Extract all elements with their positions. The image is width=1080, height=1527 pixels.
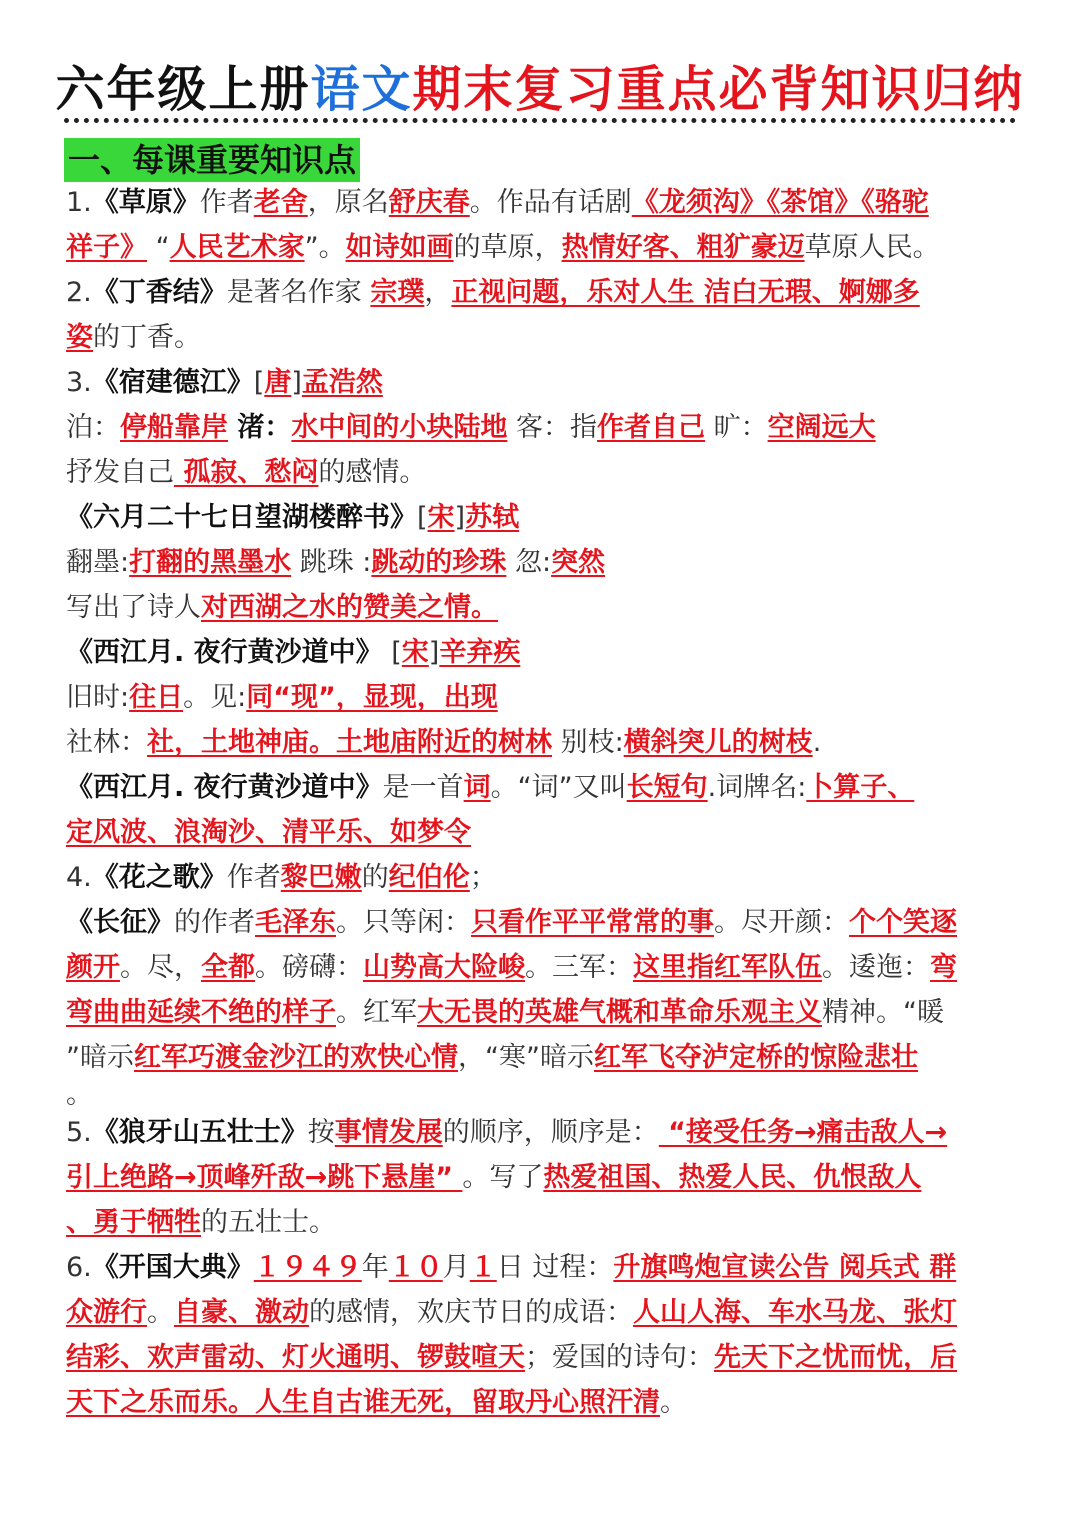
answer-text: 众游行	[66, 1297, 147, 1328]
answer-text: 山势高大险峻	[363, 952, 525, 983]
answer-text: 舒庆春	[388, 187, 470, 218]
body-text: .	[812, 727, 822, 758]
answer-text: 突然	[551, 547, 606, 578]
body-text: ，“寒”暗示	[458, 1042, 594, 1073]
text-line	[66, 675, 1016, 720]
body-text: ”暗示	[66, 1042, 134, 1073]
body-text: 社林：	[66, 727, 147, 758]
answer-text: 黎巴嫩	[280, 862, 362, 893]
body-text: 的感情，欢庆节日的成语：	[309, 1297, 633, 1328]
answer-text: 热情好客、粗犷豪迈	[561, 232, 805, 263]
body-text: 。磅礴：	[255, 952, 363, 983]
body-text: 是一首	[382, 772, 464, 803]
body-text: 。逶迤：	[822, 952, 930, 983]
answer-text: 苏轼	[465, 502, 520, 533]
body-text: ”。	[304, 232, 346, 263]
lesson-title: 《宿建德江》	[91, 367, 254, 398]
body-text: 抒发自己	[66, 457, 174, 488]
body-text: 。三军：	[525, 952, 633, 983]
answer-text: 宋	[401, 637, 429, 668]
answer-text: 人民艺术家	[169, 232, 305, 263]
answer-text: 空阔远大	[767, 412, 876, 443]
text-line	[66, 855, 1016, 900]
body-text: 6.	[66, 1252, 92, 1283]
body-text: 按	[307, 1117, 335, 1148]
body-text: 的感情。	[318, 457, 427, 488]
body-text: [	[253, 367, 265, 398]
answer-text: 纪伯伦	[388, 862, 470, 893]
body-text: [	[417, 502, 428, 533]
answer-text: 长短句	[626, 772, 708, 803]
text-line	[66, 405, 1016, 450]
body-text: 泊：	[66, 412, 120, 443]
body-text: 。见:	[183, 682, 247, 713]
answer-text: 《龙须沟》《茶馆》《骆驼	[631, 187, 929, 218]
lesson-title: 《狼牙山五壮士》	[91, 1117, 308, 1148]
answer-text: 水中间的小块陆地	[291, 412, 508, 443]
body-text: ]	[454, 502, 466, 533]
text-line	[66, 900, 1016, 945]
body-text: 的作者	[174, 907, 255, 938]
answer-text: 孟浩然	[301, 367, 383, 398]
answer-text: 结彩、欢声雷动、灯火通明、锣鼓喧天	[66, 1342, 525, 1373]
text-line	[66, 630, 1016, 675]
body-text: 的丁香。	[93, 322, 201, 353]
lesson-title: 《六月二十七日望湖楼醉书》	[66, 502, 417, 533]
answer-text: 人山人海、车水马龙、张灯	[633, 1297, 957, 1328]
body-text: 5.	[66, 1117, 92, 1148]
answer-text: 只看作平平常常的事	[471, 907, 714, 938]
answer-text: 宋	[427, 502, 455, 533]
title-part-topic: 期末复习重点必背知识归纳	[412, 61, 1025, 118]
content-body	[66, 180, 1016, 1425]
body-text: 写出了诗人	[66, 592, 201, 623]
text-line	[66, 225, 1016, 270]
answer-text: 弯曲曲延续不绝的样子	[66, 997, 336, 1028]
body-text: 精神。“暖	[822, 997, 944, 1028]
lesson-title: 《丁香结》	[91, 277, 227, 308]
body-text: ；	[469, 862, 497, 893]
answer-text: 老舍	[253, 187, 308, 218]
answer-text: 跳动的珍珠	[371, 547, 507, 578]
body-text: [	[382, 637, 402, 668]
body-text: ，原名	[307, 187, 389, 218]
answer-text: 往日	[129, 682, 184, 713]
answer-text: 打翻的黑墨水	[129, 547, 292, 578]
text-line	[66, 1245, 1016, 1290]
answer-text: １０	[388, 1252, 443, 1283]
text-line	[66, 270, 1016, 315]
body-text: 忽:	[506, 547, 552, 578]
lesson-title: 《西江月. 夜行黄沙道中》	[66, 772, 383, 803]
body-text: 。只等闲：	[336, 907, 471, 938]
body-text: 3.	[66, 367, 92, 398]
answer-text: 辛弃疾	[439, 637, 521, 668]
answer-text: 对西湖之水的赞美之情。	[201, 592, 498, 623]
answer-text: 弯	[930, 952, 957, 983]
body-text: 日 过程：	[496, 1252, 614, 1283]
answer-text: １	[469, 1252, 497, 1283]
body-text: 作者	[199, 187, 254, 218]
body-text: 是著名作家	[226, 277, 371, 308]
lesson-title: 《长征》	[66, 907, 174, 938]
answer-text: 自豪、激动	[174, 1297, 309, 1328]
answer-text: 这里指红军队伍	[633, 952, 822, 983]
answer-text: 、勇于牺牲	[66, 1207, 201, 1238]
text-line	[66, 540, 1016, 585]
text-line	[66, 1200, 1016, 1245]
body-text: ，	[424, 277, 452, 308]
body-text: 。尽，	[120, 952, 201, 983]
body-text: 。“词”又叫	[490, 772, 627, 803]
text-line	[66, 810, 1016, 855]
body-text: 。	[66, 1079, 93, 1110]
answer-text: 个个笑逐	[849, 907, 957, 938]
body-text: ]	[291, 367, 302, 398]
body-text: 旧时:	[66, 682, 130, 713]
body-text: 。	[660, 1387, 687, 1418]
answer-text: 横斜突儿的树枝	[623, 727, 813, 758]
answer-text: 停船靠岸	[120, 412, 228, 443]
answer-text: 红军巧渡金沙江的欢快心情	[134, 1042, 458, 1073]
body-text: 年	[361, 1252, 389, 1283]
answer-text: 先天下之忧而忧，后	[714, 1342, 957, 1373]
body-text: 客：指	[507, 412, 597, 443]
body-text: 。作品有话剧	[469, 187, 632, 218]
title-part-subject: 语文	[310, 61, 413, 118]
body-text: 旷：	[705, 412, 768, 443]
text-line	[66, 585, 1016, 630]
title-part-grade: 六年级上册	[55, 61, 311, 118]
body-text: 2.	[66, 277, 92, 308]
answer-text: 姿	[66, 322, 93, 353]
text-line	[66, 180, 1016, 225]
text-line	[66, 495, 1016, 540]
body-text: 的草原，	[453, 232, 562, 263]
answer-text: 大无畏的英雄气概和革命乐观主义	[417, 997, 822, 1028]
body-text: 草原人民。	[804, 232, 940, 263]
answer-text: 社，土地神庙。土地庙附近的树林	[147, 727, 552, 758]
body-text: ；爱国的诗句：	[525, 1342, 714, 1373]
body-text: ]	[428, 637, 440, 668]
answer-text: 作者自己	[597, 412, 705, 443]
text-line	[66, 315, 1016, 360]
answer-text: 事情发展	[334, 1117, 443, 1148]
body-text: 翻墨:	[66, 547, 130, 578]
body-text: 4.	[66, 862, 92, 893]
answer-text: 如诗如画	[345, 232, 454, 263]
body-text: 月	[442, 1252, 470, 1283]
answer-text: 祥子》	[66, 232, 147, 263]
answer-text: “接受任务→痛击敌人→	[658, 1117, 948, 1148]
text-line	[66, 945, 1016, 990]
text-line	[66, 720, 1016, 765]
answer-text: １９４９	[253, 1252, 362, 1283]
answer-text: 天下之乐而乐。人生自古谁无死，留取丹心照汗清	[66, 1387, 660, 1418]
page-title	[0, 58, 1080, 122]
text-line	[66, 1335, 1016, 1380]
body-text: 别枝:	[552, 727, 624, 758]
answer-text: 正视问题，乐对人生 洁白无瑕、婀娜多	[451, 277, 920, 308]
text-line	[66, 1380, 1016, 1425]
answer-text: 孤寂、愁闷	[174, 457, 319, 488]
lesson-title: 《草原》	[91, 187, 200, 218]
body-text: 。红军	[336, 997, 417, 1028]
body-text: “	[147, 232, 170, 263]
answer-text: 唐	[264, 367, 292, 398]
text-line	[66, 1110, 1016, 1155]
text-line	[66, 1080, 1016, 1110]
answer-text: 红军飞夺泸定桥的惊险悲壮	[593, 1042, 918, 1073]
body-text: 1.	[66, 187, 92, 218]
body-text: 。写了	[462, 1162, 544, 1193]
body-text: 的顺序，顺序是：	[442, 1117, 659, 1148]
text-line	[66, 1155, 1016, 1200]
answer-text: 同“现”，显现，出现	[246, 682, 498, 713]
answer-text: 引上绝路→顶峰歼敌→跳下悬崖”	[66, 1162, 463, 1193]
answer-text: 词	[463, 772, 491, 803]
answer-text: 宗璞	[370, 277, 425, 308]
answer-text: 定风波、浪淘沙、清平乐、如梦令	[66, 817, 471, 848]
body-text: 。	[147, 1297, 174, 1328]
dotted-divider	[64, 118, 1016, 123]
answer-text: 卜算子、	[806, 772, 915, 803]
text-line	[66, 990, 1016, 1035]
text-line	[66, 1035, 1016, 1080]
answer-text: 颜开	[66, 952, 120, 983]
text-line	[66, 450, 1016, 495]
lesson-title: 渚：	[228, 412, 292, 443]
lesson-title: 《西江月. 夜行黄沙道中》	[66, 637, 383, 668]
body-text: 的	[361, 862, 389, 893]
lesson-title: 《花之歌》	[91, 862, 227, 893]
body-text: .词牌名:	[707, 772, 807, 803]
section-heading: 一、每课重要知识点	[64, 138, 360, 182]
body-text: 跳珠 :	[291, 547, 372, 578]
answer-text: 全都	[201, 952, 255, 983]
text-line	[66, 765, 1016, 810]
text-line	[66, 360, 1016, 405]
answer-text: 升旗鸣炮宣读公告 阅兵式 群	[613, 1252, 957, 1283]
body-text: 。尽开颜：	[714, 907, 849, 938]
lesson-title: 《开国大典》	[91, 1252, 254, 1283]
text-line	[66, 1290, 1016, 1335]
answer-text: 毛泽东	[255, 907, 336, 938]
answer-text: 热爱祖国、热爱人民、仇恨敌人	[543, 1162, 922, 1193]
body-text: 作者	[226, 862, 281, 893]
body-text: 的五壮士。	[201, 1207, 336, 1238]
